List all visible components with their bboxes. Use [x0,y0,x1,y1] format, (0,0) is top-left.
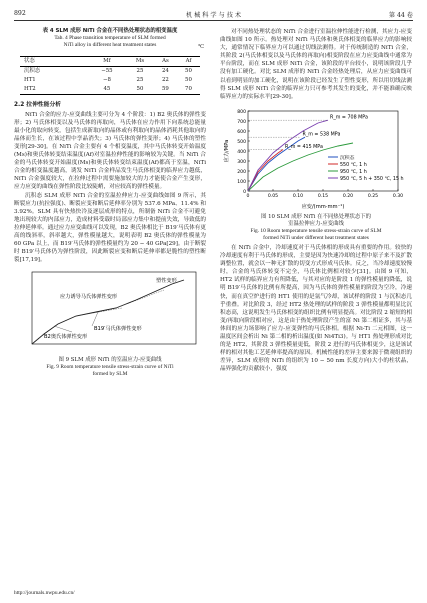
journal-name: 机 械 科 学 与 技 术 [185,12,242,19]
col-header: Af [185,58,192,65]
table-cell: 25 [136,76,144,83]
fig9-label-plastic: 塑性变形 [156,278,177,285]
body-paragraph: NiTi 合金的应力-应变曲线主要可分为 4 个阶段：1) B2 奥氏体的弹性变形；2) 马氏体相变以及马氏体的再取向，马氏体在应力作用下向系统总能量最小化的取向转变，包括生成新取向的晶体或有利取向的晶体消耗其他取向的晶体而生长，在该过程中孪晶消失；3) 马氏体的弹性变形；4) 马氏体的塑性变形[29-30]。在 NiTi 合金主要有 4 个相变温度，其中马氏体转变开始温度(Ms)和奥氏体转变结束温度(Af)对室温拉伸性能的影响较为关键。当 NiTi 合金的马氏体转变开始温度(Ms)和奥氏体转变结束温度(Af)都高于室温，NiTi 合金的相变温度越高，诱发 NiTi 合金样品发生马氏体相变的临界应力越低，NiTi 合金强度较大，在拉伸过程中需要施加较大的力才能使合金产生变形，应力应变的曲线在弹性阶段比较陡峭，对应较高的弹性模量。 [14,111,206,191]
fig9-caption-en-2: formed by SLM [92,371,128,378]
fig9-caption-en-1: Fig. 9 Room temperature tensile stress-strain curve of NiTi [46,364,174,371]
page-number: 892 [14,10,26,17]
legend-label: 550 ℃, 1 h [340,162,367,168]
x-tick-label: 0.05 [267,193,279,199]
col-header: Ms [135,58,145,65]
table-row [20,76,200,85]
x-tick-label: 0.30 [392,193,404,199]
fig10-caption-cn-1: 图 10 SLM 成形 NiTi 在不同热处理状态下的 [260,213,372,220]
table-cell: 45 [103,85,111,92]
legend-label: 950 ℃, 1 h [340,169,367,175]
fig9-pointer-b19 [92,312,98,326]
table-cell: HT1 [24,76,36,83]
table-cell: 沉积态 [24,68,41,75]
x-tick-label: 0 [246,193,250,199]
table-cell: 24 [161,68,169,75]
table-cell: 50 [185,76,192,83]
table4 [20,56,200,95]
body-paragraph: 对不同热处理状态的 NiTi 合金进行室温拉伸性能进行检测，其应力-应变曲线如图 10 所示。热处理对 NiTi 马氏体和奥氏体相变的临界应力的影响较大，通常情况下临界应力可以通过切线法测得。对于传统制造的 NiTi 合金，其阶段 2(马氏体相变以及马氏体的再取向)相变阶段在应力应变曲线中通常为平台阶段，而在 SLM 成形 NiTi 合金，该阶段的平台较小，说明该阶段几乎没有加工硬化。对比 SLM 成形的 NiTi 合金经热处理后，从应力应变曲线可以看到明显的加工硬化，说明在该阶段已经发生了塑性变形，所以用切线法测得 SLM 成形 NiTi 合金的临界应力只可参考其发生的变化，并不能准确反映临界应力的实际水平[29-30]。 [220,29,412,100]
col-header: Mf [103,58,111,65]
y-tick-label: 700 [237,119,246,125]
table-cell: 25 [136,68,144,75]
body-paragraph: 在 NiTi 合金中，冷却速度对于马氏体相的形成具有重要的作用。较快的冷却速度有利于马氏体的形成，主要是因为快速冷却的过程中原子来不及扩散调整位置，就会以一种无扩散的切变方式形成马氏体。反之，当冷却速度较慢时，合金的马氏体转变不完全，马氏体比例相对较少[31]。由图 9 可知，HT2 试样的临界应力有所降低，与其对应的是阶段 1 的弹性模量的降低，说明 B19′马氏体的比例有所提高，因为马氏体的弹性模量的阶段为空冷，冷速快，而在真空炉进行的 HT1 使用的是氩气冷却，该试样的阶段 1 与沉积态几乎重叠。对比阶段 3，经过 HT2 热处理的试样的阶段 3 弹性模量都明显比沉积态高，这说明发生马氏体相变的组织比例有明显提高。对比阶段 2 缩短的相变/再取向阶段相对应，这是由于热处理阶段产生的富 Ni 第二相证多，其与基体间的应力场影响了应力-应变弹性的马氏体相。根据 Ni-Ti 二元相图，这一温度区间会析出 Ni 第二相的析出温度(如 Ni4Ti3)。与 HT1 热处理形成对比的是 HT2，其阶段 3 弹性模量更低，阶段 2 进行的马氏体相更少，这是该试样的相对其他工艺延伸率提高的原因。机械性能的差异主要来源于微观组织的差异，SLM 成形的 NiTi 的组织为 10 − 50 nm 长度方向)大小的柱状晶，晶界强化的贡献较小，强度 [220,244,412,373]
legend-label: 沉积态 [340,155,355,161]
table-cell: 70 [185,85,192,92]
x-tick-label: 0.25 [367,193,379,199]
y-tick-label: 0 [243,189,246,195]
table-cell: 50 [185,68,192,75]
fig9-label-martensite: 应力诱导马氏体弹性变形 [60,294,118,301]
y-tick-label: 300 [237,159,246,165]
table4-caption-cn: 表 4 SLM 成形 NiTi 合金在不同热处理状态的相变温度 [42,28,178,34]
series-line [248,143,353,191]
table-row [20,85,200,94]
fig10-xlabel: 应变/(mm·mm⁻¹) [301,203,345,210]
volume-label: 第 44 卷 [388,12,413,19]
body-paragraph: 沉积态 SLM 成形 NiTi 合金的室温拉伸应力-应变曲线如图 9 所示，其断裂应力(抗拉强度)、断裂应变和断后延伸率分别为 537.6 MPa、11.4% 和 3.92%。SLM 具有快热快冷及逐层成形的特点，所制备 NiTi 合金不可避免地出现较大的内部应力，造成材料受载时局部应力集中和提前失效，导致低的拉伸延伸率。通过应力应变曲线可以发现，B2 奥氏体相比于 B19′马氏体有更高的线斜率，斜率越大，弹性模量越大，说明表明 B2 奥氏体的弹性模量为 60 GPa 以上，而 B19′马氏体的弹性模量约为 20 − 40 GPa[29]。由于断裂时 B19′马氏体仍为弹性阶段，因此断裂应变和断后延伸率都是脆性的塑性断裂[17,19]。 [14,192,206,264]
figure-9 [14,268,206,378]
table-cell: 59 [161,85,169,92]
x-tick-label: 0.20 [342,193,354,199]
table-cell: 50 [136,85,144,92]
table-cell: 22 [161,76,169,83]
y-tick-label: 100 [237,179,246,185]
fig9-label-b2: B2奥氏体弹性变形 [44,334,88,341]
annotation-label: R_m = 538 MPa [302,132,341,138]
x-tick-label: 0.10 [292,193,304,199]
table-header-row [20,57,200,67]
y-tick-label: 600 [237,129,246,135]
table4-caption-en-2: NiTi alloy in different heat treatment states [63,42,157,48]
table4-unit: ℃ [198,44,204,50]
table-cell: HT2 [24,85,36,92]
col-header: As [162,58,169,65]
fig9-diagram [14,268,206,354]
fig9-tangent-3 [116,290,164,308]
header-rule [14,20,413,21]
y-tick-label: 400 [237,149,246,155]
table-row [20,66,200,75]
col-header: 状态 [24,58,35,65]
footer-url: http://journals.nwpu.edu.cn/ [14,590,75,596]
fig10-caption-cn-2: 室温拉伸应力-应变曲线 [288,220,344,227]
y-tick-label: 200 [237,169,246,175]
fig10-chart [220,105,412,211]
page-header [14,8,413,20]
table-cell: −55 [101,68,113,75]
annotation-label: R_m = 708 MPa [330,115,368,121]
fig9-pointer-b2 [54,326,72,332]
fig10-caption-en-2: formed NiTi under different heat treatment states [263,234,369,241]
table-cell: −8 [102,76,111,83]
y-tick-label: 800 [237,109,246,115]
y-tick-label: 500 [237,139,246,145]
fig9-label-b19: B19′马氏体弹性变形 [94,326,142,333]
fig10-ylabel: 应力/MPa [224,139,230,163]
figure-10 [220,105,412,242]
x-tick-label: 0.15 [317,193,329,199]
table4-caption-en-1: Tab. 4 Phase transition temperature of SLM formed [54,35,166,41]
left-column [14,28,206,380]
section-title: 2.2 拉伸性能分析 [14,101,62,108]
fig9-caption-cn: 图 9 SLM 成形 NiTi 的室温应力-应变曲线 [58,357,162,364]
legend-label: 950 ℃, 5 h + 350 ℃, 15 h [340,176,404,182]
fig10-caption-en-1: Fig. 10 Room temperature tensile stress-strain curve of SLM [250,227,382,234]
right-column [220,28,412,373]
annotation-label: R_m = 415 MPa [285,144,323,150]
